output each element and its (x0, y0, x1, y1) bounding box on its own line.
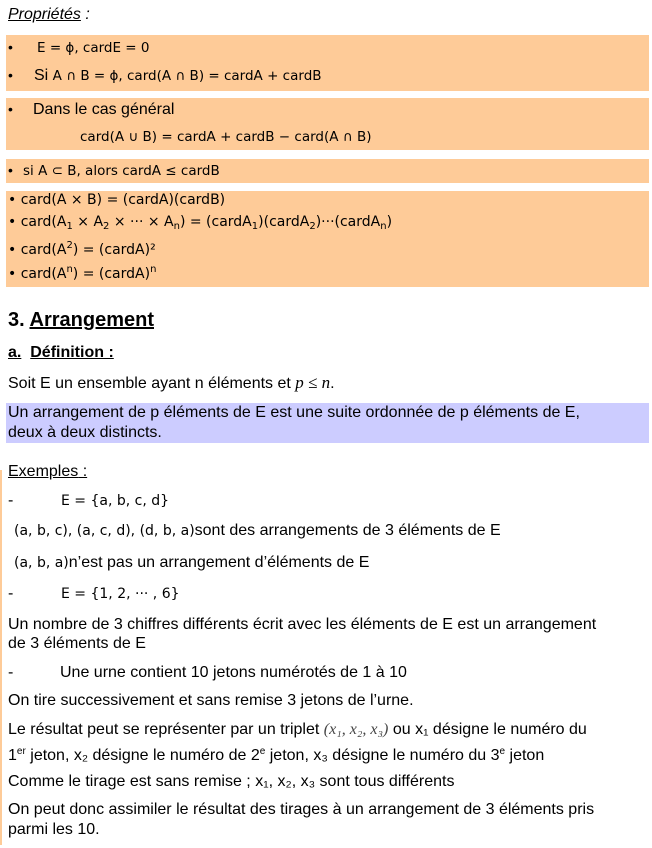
example-3-conclusion-1: On peut donc assimiler le résultat des tirages à un arrangement de 3 éléments pris (8, 801, 595, 818)
formula-part: )···(cardA (315, 214, 381, 230)
examples-heading (8, 463, 87, 481)
formula-part: card(A (20, 214, 67, 230)
property-empty-set: E = ϕ, cardE = 0 (37, 40, 150, 56)
properties-heading (8, 6, 90, 24)
property-disjoint-prefix: Si (34, 67, 53, 84)
property-power-n (8, 264, 156, 282)
definition-intro (8, 373, 335, 393)
intro-text: Soit E un ensemble ayant n éléments et (8, 375, 296, 392)
property-square (8, 240, 156, 258)
property-box-cartesian-product (6, 191, 649, 287)
example-3-dash: - (8, 664, 14, 681)
token-text: jeton, x₃ désigne le numéro du 3 (265, 747, 500, 764)
bullet-icon (8, 101, 13, 119)
example-3-triplet-line (8, 721, 587, 739)
general-case-label: Dans le cas général (33, 101, 175, 118)
superscript: e (499, 746, 506, 757)
bullet-icon (8, 162, 13, 180)
property-product-n (8, 214, 392, 232)
subscript: n (380, 221, 387, 232)
intro-end: . (330, 375, 335, 392)
example-1-tuples: (a, b, c), (a, c, d), (d, b, a) (14, 523, 195, 539)
bullet-glyph: • (8, 67, 13, 83)
example-1-bad-tuple: (a, b, a) (14, 555, 69, 571)
properties-title-suffix: : (80, 6, 90, 23)
example-3-token-line (8, 746, 544, 765)
bullet-icon (8, 39, 13, 57)
examples-side-border (0, 470, 2, 845)
example-3-distinct: Comme le tirage est sans remise ; x₁, x₂, x₃ sont tous différents (8, 773, 455, 790)
definition-line-1: Un arrangement de p éléments de E est une suite ordonnée de p éléments de E, (8, 404, 580, 421)
superscript: 2 (66, 240, 73, 251)
bullet-glyph: • (8, 101, 13, 117)
example-2-dash: - (8, 585, 14, 602)
property-product-two (8, 192, 225, 208)
property-product-two-formula: card(A × B) = (cardA)(cardB) (20, 192, 226, 208)
bullet-glyph: • (8, 162, 13, 178)
properties-title: Propriétés (8, 6, 81, 23)
superscript: n (150, 264, 157, 275)
example-1-bad-text: n’est pas un arrangement d’éléments de E (68, 554, 370, 571)
example-1-arrangements (14, 522, 501, 540)
bullet-glyph: • (8, 266, 17, 282)
section-title: Arrangement (29, 309, 154, 331)
formula-part: × A (72, 214, 104, 230)
subsection-title: Définition : (30, 344, 114, 361)
general-case-formula: card(A ∪ B) = cardA + cardB − card(A ∩ B) (80, 129, 372, 145)
bullet-glyph: • (8, 39, 13, 55)
definition-line-2: deux à deux distincts. (8, 424, 162, 441)
example-2-line-1: Un nombre de 3 chiffres différents écrit avec les éléments de E est un arrangement (8, 616, 597, 633)
triplet-text-b: ou x₁ désigne le numéro du (388, 721, 587, 738)
subscript: 1 (66, 221, 73, 232)
intro-math: p ≤ n (295, 373, 331, 392)
property-disjoint-formula: A ∩ B = ϕ, card(A ∩ B) = cardA + cardB (52, 68, 322, 84)
superscript: e (259, 746, 266, 757)
example-1-set: E = {a, b, c, d} (61, 493, 170, 509)
formula-part: × ··· × A (109, 214, 174, 230)
token-text: 1 (8, 747, 17, 764)
triplet-math: (x₁, x₂, x₃) (323, 721, 389, 738)
property-disjoint (34, 67, 322, 85)
section-heading (8, 309, 154, 332)
subscript: 1 (251, 221, 259, 232)
example-1-text: sont des arrangements de 3 éléments de E (194, 522, 501, 539)
property-box-inclusion (6, 159, 649, 183)
example-2-line-2: de 3 éléments de E (8, 635, 146, 652)
bullet-glyph: • (8, 214, 17, 230)
example-3-draw: On tire successivement et sans remise 3 jetons de l’urne. (8, 692, 414, 709)
formula-part: ) = (cardA)² (72, 242, 156, 258)
formula-part: ) = (cardA (179, 214, 252, 230)
triplet-text-a: Le résultat peut se représenter par un triplet (8, 721, 324, 738)
subscript: 2 (103, 221, 110, 232)
property-box-empty-and-disjoint (6, 35, 649, 91)
section-number: 3. (8, 309, 25, 331)
example-3-conclusion-2: parmi les 10. (8, 821, 100, 838)
example-2-set: E = {1, 2, ··· , 6} (61, 586, 180, 602)
bullet-glyph: • (8, 242, 17, 258)
property-box-general-case (6, 98, 649, 150)
token-text: jeton, x₂ désigne le numéro de 2 (25, 747, 260, 764)
examples-title: Exemples (8, 463, 79, 480)
definition-box (6, 403, 649, 443)
property-inclusion: si A ⊂ B, alors cardA ≤ cardB (23, 163, 220, 179)
superscript: er (16, 746, 26, 757)
formula-part: card(A (20, 266, 67, 282)
bullet-icon (8, 67, 13, 85)
formula-part: ) = (cardA) (72, 266, 151, 282)
token-text: jeton (505, 747, 545, 764)
example-1-non-arrangement (14, 554, 369, 572)
formula-part: )(cardA (258, 214, 310, 230)
formula-part: ) (386, 214, 393, 230)
bullet-glyph: • (8, 192, 17, 208)
formula-part: card(A (20, 242, 67, 258)
examples-title-suffix: : (78, 463, 88, 480)
subsection-letter: a. (8, 344, 22, 361)
example-1-dash: - (8, 492, 14, 509)
superscript: n (66, 264, 73, 275)
example-3-urn: Une urne contient 10 jetons numérotés de 1 à 10 (60, 664, 407, 681)
subscript: n (173, 221, 180, 232)
subsection-heading (8, 344, 114, 362)
subscript: 2 (309, 221, 316, 232)
